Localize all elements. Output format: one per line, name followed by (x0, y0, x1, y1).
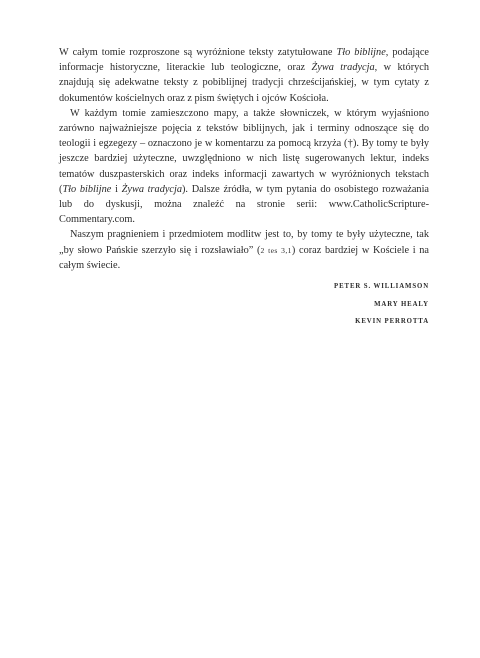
italic-title: Tło biblijne (336, 47, 386, 58)
text-run: Naszym pragnieniem i przedmiotem modlitw jest to, by tomy te były użyteczne, tak „by słowo Pańskie szerzyło się i rozsławiało” ( (59, 229, 429, 256)
body-text (59, 45, 429, 273)
signature-author-2: MARY HEALY (374, 300, 429, 308)
text-run: ). Dalsze źródła, w tym pytania do osobistego rozważania lub do dyskusji, można znaleźć na stronie serii: www.CatholicScriptureCommentary.com. (59, 183, 429, 226)
text-run: , podające informacje historyczne, literackie lub teologiczne, oraz (59, 47, 429, 74)
italic-title: Żywa tradycja (121, 183, 182, 195)
paragraph-1 (59, 45, 429, 106)
text-run: W każdym tomie zamieszczono mapy, a także słowniczek, w którym wyjaśniono zarówno najważniejsze pojęcia z tekstów biblijnych, jak i terminy odnoszące się do teologii i egzegezy – oznaczono je w komentarzu za pomocą krzyża (†). By tomy te były jeszcze bardziej użyteczne, uwzględniono w nich listę sugerowanych lektur, indeks tematów duszpasterskich oraz indeks informacji zawartych w wyróżnionych tekstach ( (59, 107, 429, 195)
text-run: W całym tomie rozproszone są wyróżnione teksty zatytułowane (59, 47, 337, 58)
signature-author-3: KEVIN PERROTTA (355, 318, 429, 325)
text-run: ) coraz bardziej w Kościele i na całym świecie. (59, 244, 429, 271)
paragraph-2 (59, 106, 429, 228)
text-run: , w których znajdują się adekwatne teksty z pobiblijnej tradycji chrześcijańskiej, w tym cytaty z dokumentów kościelnych oraz z pism świętych i ojców Kościoła. (59, 62, 429, 104)
text-run: i (111, 183, 122, 195)
bible-reference: 2 tes 3,1 (260, 245, 292, 255)
italic-title: Żywa tradycja (311, 62, 375, 74)
signature-block (179, 278, 429, 331)
italic-title: Tło biblijne (62, 183, 112, 195)
paragraph-3 (59, 227, 429, 273)
signature-author-1: PETER S. WILLIAMSON (334, 283, 429, 290)
